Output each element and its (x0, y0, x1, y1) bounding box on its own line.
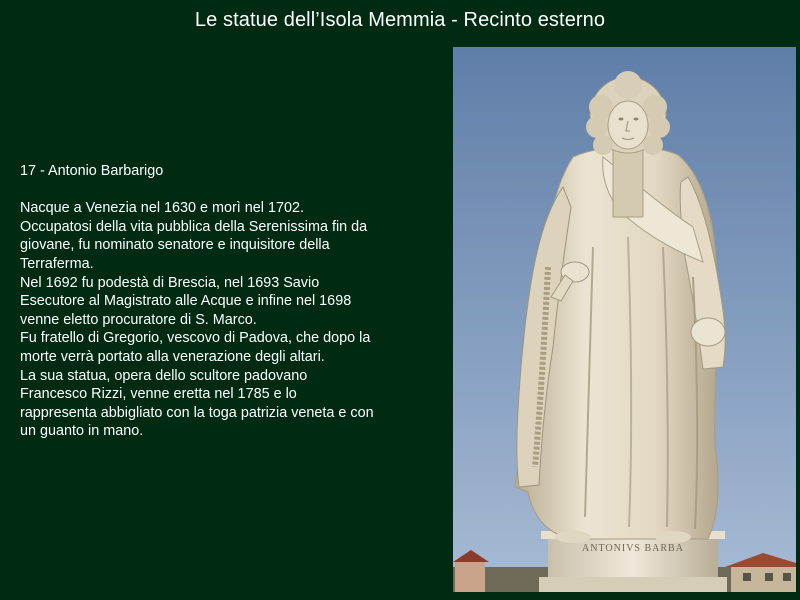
description-line: Occupatosi della vita pubblica della Serenissima fin da (20, 218, 368, 235)
description-line: morte verrà portato alla venerazione degli altari. (20, 348, 325, 365)
description-line: La sua statua, opera dello scultore padovano (20, 367, 308, 384)
statue-photo (453, 47, 796, 592)
statue-heading: 17 - Antonio Barbarigo (20, 163, 164, 179)
description-line: venne eletto procuratore di S. Marco. (20, 311, 257, 328)
description-line: Nel 1692 fu podestà di Brescia, nel 1693 Savio (20, 274, 320, 291)
description-paragraph (20, 199, 445, 441)
description-line: un guanto in mano. (20, 423, 144, 440)
description-line: Terraferma. (20, 255, 94, 272)
description-line: Nacque a Venezia nel 1630 e morì nel 1702. (20, 200, 305, 217)
description-line: rappresenta abbigliato con la toga patrizia veneta e con (20, 404, 374, 421)
description-line: Esecutore al Magistrato alle Acque e infine nel 1698 (20, 293, 352, 310)
pedestal-inscription: ANTONIVS BARBA (582, 543, 684, 554)
description-line: Francesco Rizzi, venne eretta nel 1785 e lo (20, 386, 297, 403)
description-line: giovane, fu nominato senatore e inquisitore della (20, 237, 330, 254)
slide-title: Le statue dell’Isola Memmia - Recinto esterno (194, 9, 606, 31)
statue-description (20, 162, 445, 441)
description-line: Fu fratello di Gregorio, vescovo di Padova, che dopo la (20, 330, 371, 347)
statue-photo-illustration (453, 47, 796, 592)
